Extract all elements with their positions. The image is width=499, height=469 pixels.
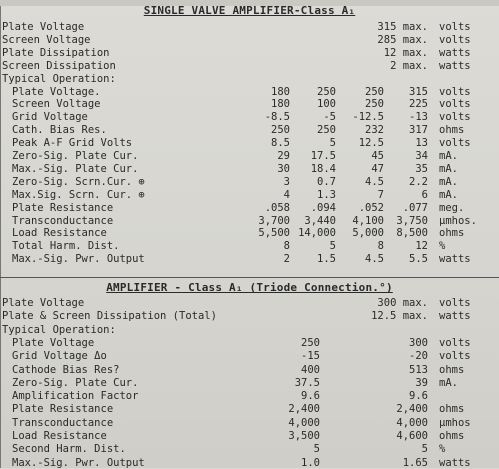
- operation-label: Total Harm. Dist.: [12, 240, 120, 253]
- rating-unit: watts: [439, 310, 471, 323]
- operation-label: Load Resistance: [12, 227, 107, 240]
- rating-label: Plate Voltage: [2, 297, 85, 309]
- rating-value: 300 max.: [377, 297, 428, 309]
- operation-unit: µmhos.: [439, 214, 477, 227]
- operation-value: 3,500: [288, 430, 320, 442]
- operation-value: 250: [365, 85, 384, 98]
- operation-value: 232: [365, 124, 384, 137]
- operation-value: -8.5: [264, 111, 290, 124]
- operation-value: -15: [301, 350, 320, 363]
- operation-value: 12: [415, 240, 428, 253]
- operation-row: [0, 337, 499, 349]
- operation-label: Grid Voltage Δo: [12, 350, 107, 363]
- rating-value: 315 max.: [377, 21, 428, 33]
- rating-value: 2 max.: [390, 59, 428, 72]
- operation-value: 180: [271, 98, 290, 111]
- rating-unit: volts: [439, 33, 471, 46]
- operation-value: -20: [409, 350, 428, 363]
- operation-value: 3: [283, 175, 290, 188]
- max-rating-row: [0, 310, 499, 322]
- operation-row: [0, 457, 499, 469]
- operation-value: 315: [409, 85, 428, 98]
- operation-value: 0.7: [317, 175, 336, 188]
- operation-value: -13: [409, 111, 428, 124]
- operation-label: Cath. Bias Res.: [12, 124, 107, 137]
- operation-label: Max.Sig. Scrn. Cur. ⊕: [12, 188, 145, 201]
- operation-value: 250: [271, 124, 290, 137]
- operation-label: Peak A-F Grid Volts: [12, 137, 133, 150]
- operation-unit: mA.: [439, 162, 458, 175]
- operation-value: 39: [415, 376, 428, 389]
- operation-unit: mA.: [439, 188, 458, 201]
- operation-value: 8: [377, 240, 384, 253]
- operation-value: 17.5: [310, 150, 336, 162]
- operation-value: 8: [283, 240, 290, 253]
- operation-value: 1.3: [317, 188, 336, 201]
- operation-unit: ohms: [439, 227, 465, 240]
- operation-label: Max.-Sig. Pwr. Output: [12, 456, 145, 469]
- operation-row: [0, 253, 499, 265]
- operation-row: [0, 377, 499, 389]
- rating-unit: watts: [439, 46, 471, 59]
- operation-row: [0, 240, 499, 252]
- operation-row: [0, 215, 499, 227]
- operation-unit: volts: [439, 350, 471, 363]
- operation-unit: volts: [439, 111, 471, 124]
- operation-value: 1.0: [301, 456, 320, 469]
- rating-label: Plate Dissipation: [2, 46, 110, 59]
- operation-value: 250: [365, 98, 384, 111]
- operation-unit: volts: [439, 137, 471, 150]
- operation-value: 2,400: [396, 403, 428, 416]
- max-rating-row: [0, 34, 499, 46]
- operation-value: 250: [301, 336, 320, 349]
- operation-label: Zero-Sig. Plate Cur.: [12, 150, 139, 162]
- operation-row: [0, 189, 499, 201]
- operation-value: 4,600: [396, 430, 428, 442]
- operation-value: 34: [415, 150, 428, 162]
- operation-row: [0, 403, 499, 415]
- operation-value: 7: [377, 188, 384, 201]
- operation-row: [0, 150, 499, 162]
- operation-unit: volts: [439, 85, 471, 98]
- operation-unit: ohms: [439, 124, 465, 137]
- operation-value: 6: [421, 188, 428, 201]
- typical-operation-heading: Typical Operation:: [2, 72, 116, 85]
- operation-value: 45: [371, 150, 384, 162]
- operation-unit: mA.: [439, 376, 458, 389]
- operation-unit: %: [439, 240, 446, 253]
- rating-value: 12.5 max.: [371, 310, 428, 323]
- operation-value: 9.6: [301, 390, 320, 403]
- operation-value: 3,440: [304, 214, 336, 227]
- rating-value: 12 max.: [383, 46, 428, 59]
- operation-value: 13: [415, 137, 428, 150]
- operation-value: 2,400: [288, 403, 320, 416]
- max-rating-row: [0, 297, 499, 309]
- rating-unit: volts: [439, 297, 471, 309]
- operation-value: 14,000: [298, 227, 336, 240]
- operation-unit: %: [439, 443, 446, 456]
- operation-value: 5: [329, 137, 336, 150]
- operation-value: 8,500: [396, 227, 428, 240]
- operation-label: Plate Voltage.: [12, 85, 101, 98]
- operation-label: Plate Resistance: [12, 201, 114, 214]
- operation-value: 4.5: [365, 175, 384, 188]
- typical-operation-label: [0, 324, 499, 336]
- operation-label: Amplification Factor: [12, 390, 139, 403]
- rating-label: Screen Dissipation: [2, 59, 116, 72]
- operation-value: .052: [358, 201, 384, 214]
- operation-value: 225: [409, 98, 428, 111]
- operation-row: [0, 227, 499, 239]
- operation-label: Screen Voltage: [12, 98, 101, 111]
- operation-label: Zero-Sig. Scrn.Cur. ⊕: [12, 175, 145, 188]
- operation-value: .094: [310, 201, 336, 214]
- operation-value: 8.5: [271, 137, 290, 150]
- operation-row: [0, 124, 499, 136]
- operation-value: 5,000: [352, 227, 384, 240]
- operation-value: 5,500: [258, 227, 290, 240]
- operation-unit: volts: [439, 336, 471, 349]
- operation-label: Second Harm. Dist.: [12, 443, 126, 456]
- operation-row: [0, 137, 499, 149]
- operation-value: 4: [283, 188, 290, 201]
- operation-unit: ohms: [439, 403, 465, 416]
- operation-row: [0, 98, 499, 110]
- operation-label: Plate Voltage: [12, 336, 95, 349]
- operation-value: 250: [317, 85, 336, 98]
- operation-row: [0, 176, 499, 188]
- operation-value: 100: [317, 98, 336, 111]
- operation-value: 35: [415, 162, 428, 175]
- operation-label: Zero-Sig. Plate Cur.: [12, 376, 139, 389]
- rating-unit: volts: [439, 21, 471, 33]
- operation-value: 1.5: [317, 253, 336, 266]
- section-divider: [0, 277, 499, 278]
- operation-value: .077: [402, 201, 428, 214]
- operation-value: 30: [277, 162, 290, 175]
- operation-unit: watts: [439, 456, 471, 469]
- operation-value: 4,000: [396, 416, 428, 429]
- operation-unit: ohms: [439, 363, 465, 376]
- operation-value: 250: [317, 124, 336, 137]
- operation-unit: ohms: [439, 430, 465, 442]
- operation-row: [0, 163, 499, 175]
- operation-value: 4,100: [352, 214, 384, 227]
- operation-value: 1.65: [402, 456, 428, 469]
- operation-value: 4,000: [288, 416, 320, 429]
- operation-row: [0, 202, 499, 214]
- operation-value: 9.6: [409, 390, 428, 403]
- operation-row: [0, 86, 499, 98]
- operation-value: 37.5: [294, 376, 320, 389]
- operation-unit: mA.: [439, 175, 458, 188]
- typical-operation-label: [0, 73, 499, 85]
- operation-value: -5: [323, 111, 336, 124]
- operation-value: 5: [421, 443, 428, 456]
- operation-label: Load Resistance: [12, 430, 107, 442]
- operation-unit: volts: [439, 98, 471, 111]
- max-rating-row: [0, 21, 499, 33]
- section2-title: AMPLIFIER - Class A₁ (Triode Connection.°): [106, 281, 393, 294]
- max-rating-row: [0, 60, 499, 72]
- operation-value: 4.5: [365, 253, 384, 266]
- rating-value: 285 max.: [377, 33, 428, 46]
- operation-unit: meg.: [439, 201, 465, 214]
- operation-row: [0, 364, 499, 376]
- operation-value: 300: [409, 336, 428, 349]
- operation-value: 5.5: [409, 253, 428, 266]
- rating-unit: watts: [439, 59, 471, 72]
- operation-label: Grid Voltage: [12, 111, 88, 124]
- operation-value: 3,700: [258, 214, 290, 227]
- operation-value: 5: [313, 443, 320, 456]
- typical-operation-heading: Typical Operation:: [2, 323, 116, 336]
- operation-row: [0, 390, 499, 402]
- operation-unit: mA.: [439, 150, 458, 162]
- operation-value: 317: [409, 124, 428, 137]
- max-rating-row: [0, 47, 499, 59]
- operation-row: [0, 350, 499, 362]
- operation-label: Transconductance: [12, 214, 114, 227]
- operation-label: Cathode Bias Res?: [12, 363, 120, 376]
- operation-label: Max.-Sig. Plate Cur.: [12, 162, 139, 175]
- operation-value: 400: [301, 363, 320, 376]
- operation-label: Plate Resistance: [12, 403, 114, 416]
- operation-value: 513: [409, 363, 428, 376]
- rating-label: Plate Voltage: [2, 21, 85, 33]
- operation-value: 2.2: [409, 175, 428, 188]
- operation-label: Max.-Sig. Pwr. Output: [12, 253, 145, 266]
- operation-row: [0, 443, 499, 455]
- operation-label: Transconductance: [12, 416, 114, 429]
- section1-title: SINGLE VALVE AMPLIFIER-Class A₁: [143, 4, 356, 17]
- rating-label: Plate & Screen Dissipation (Total): [2, 310, 217, 323]
- operation-row: [0, 111, 499, 123]
- rating-label: Screen Voltage: [2, 33, 91, 46]
- operation-value: 5: [329, 240, 336, 253]
- operation-value: 29: [277, 150, 290, 162]
- operation-value: 47: [371, 162, 384, 175]
- operation-unit: watts: [439, 253, 471, 266]
- operation-value: 18.4: [310, 162, 336, 175]
- operation-value: .058: [264, 201, 290, 214]
- operation-row: [0, 430, 499, 442]
- operation-value: 2: [283, 253, 290, 266]
- operation-value: -12.5: [352, 111, 384, 124]
- operation-value: 3,750: [396, 214, 428, 227]
- operation-value: 12.5: [358, 137, 384, 150]
- operation-unit: µmhos: [439, 416, 471, 429]
- operation-value: 180: [271, 85, 290, 98]
- operation-row: [0, 417, 499, 429]
